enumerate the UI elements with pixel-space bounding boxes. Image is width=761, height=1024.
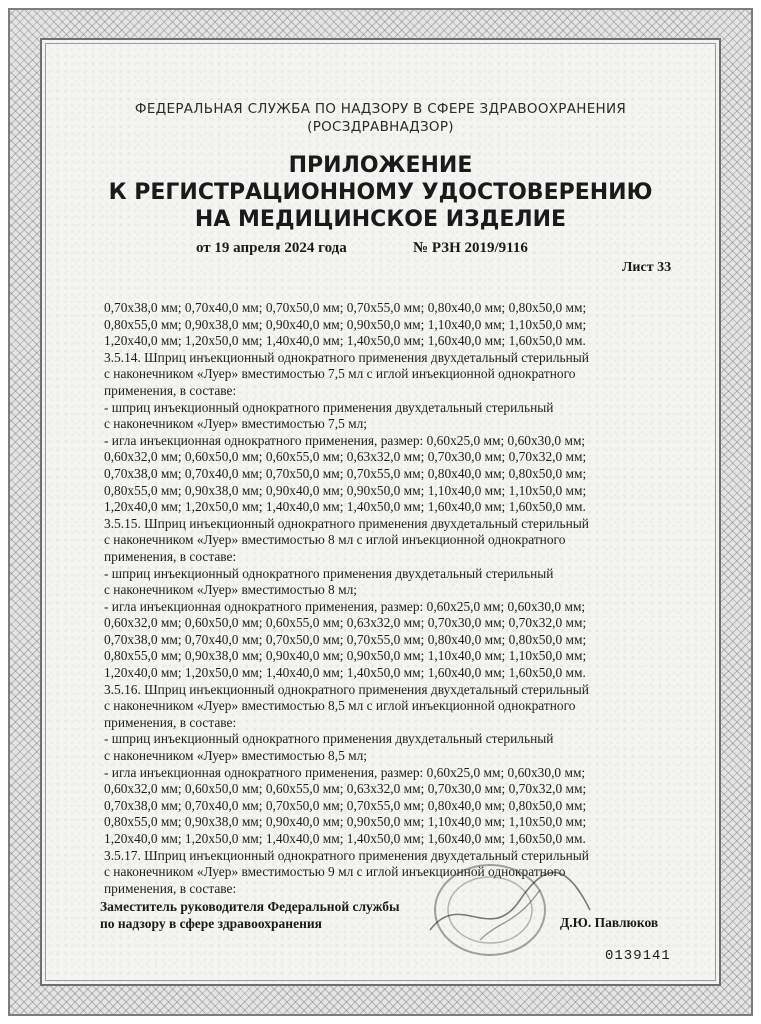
registration-number: № РЗН 2019/9116: [413, 240, 528, 256]
body-line: 3.5.16. Шприц инъекционный однократного применения двухдетальный стерильный: [104, 681, 589, 697]
body-line: 1,20x40,0 мм; 1,20x50,0 мм; 1,40x40,0 мм; 1,40x50,0 мм; 1,60x40,0 мм; 1,60x50,0 мм.: [104, 333, 586, 349]
body-line: 0,70x38,0 мм; 0,70x40,0 мм; 0,70x50,0 мм; 0,70x55,0 мм; 0,80x40,0 мм; 0,80x50,0 мм;: [104, 797, 587, 813]
signer-title: [100, 898, 400, 932]
serial-number: 0139141: [605, 948, 671, 964]
body-line: с наконечником «Луер» вместимостью 8,5 мл с иглой инъекционной однократного: [104, 698, 576, 714]
sheet-number: Лист 33: [622, 260, 672, 275]
body-line: - шприц инъекционный однократного применения двухдетальный стерильный: [104, 565, 554, 581]
body-line: 0,60x32,0 мм; 0,60x50,0 мм; 0,60x55,0 мм; 0,63x32,0 мм; 0,70x30,0 мм; 0,70x32,0 мм;: [104, 781, 587, 797]
body-line: 3.5.17. Шприц инъекционный однократного применения двухдетальный стерильный: [104, 847, 589, 863]
body-line: с наконечником «Луер» вместимостью 8 мл с иглой инъекционной однократного: [104, 532, 566, 548]
signer-name: Д.Ю. Павлюков: [560, 915, 659, 930]
body-line: 0,80x55,0 мм; 0,90x38,0 мм; 0,90x40,0 мм; 0,90x50,0 мм; 1,10x40,0 мм; 1,10x50,0 мм;: [104, 648, 587, 664]
body-line: применения, в составе:: [104, 548, 237, 564]
body-line: - игла инъекционная однократного применения, размер: 0,60x25,0 мм; 0,60x30,0 мм;: [104, 598, 586, 614]
body-line: 0,70x38,0 мм; 0,70x40,0 мм; 0,70x50,0 мм; 0,70x55,0 мм; 0,80x40,0 мм; 0,80x50,0 мм;: [104, 631, 587, 647]
agency-header: [60, 100, 701, 136]
body-line: 0,60x32,0 мм; 0,60x50,0 мм; 0,60x55,0 мм; 0,63x32,0 мм; 0,70x30,0 мм; 0,70x32,0 мм;: [104, 449, 587, 465]
signer-title-line-2: по надзору в сфере здравоохранения: [100, 916, 322, 931]
body-line: 1,20x40,0 мм; 1,20x50,0 мм; 1,40x40,0 мм; 1,40x50,0 мм; 1,60x40,0 мм; 1,60x50,0 мм.: [104, 831, 586, 846]
body-line: с наконечником «Луер» вместимостью 7,5 мл;: [104, 416, 368, 432]
signer-title-line-1: Заместитель руководителя Федеральной службы: [100, 899, 400, 914]
body-line: 0,70x38,0 мм; 0,70x40,0 мм; 0,70x50,0 мм; 0,70x55,0 мм; 0,80x40,0 мм; 0,80x50,0 мм;: [104, 300, 587, 315]
agency-abbreviation: (РОСЗДРАВНАДЗОР): [307, 119, 454, 135]
body-line: 0,80x55,0 мм; 0,90x38,0 мм; 0,90x40,0 мм; 0,90x50,0 мм; 1,10x40,0 мм; 1,10x50,0 мм;: [104, 482, 587, 498]
body-line: с наконечником «Луер» вместимостью 8,5 мл;: [104, 748, 368, 764]
title-line-2: К РЕГИСТРАЦИОННОМУ УДОСТОВЕРЕНИЮ: [108, 180, 653, 205]
issue-date: от 19 апреля 2024 года: [196, 240, 347, 256]
body-line: 1,20x40,0 мм; 1,20x50,0 мм; 1,40x40,0 мм; 1,40x50,0 мм; 1,60x40,0 мм; 1,60x50,0 мм.: [104, 499, 586, 515]
agency-name: ФЕДЕРАЛЬНАЯ СЛУЖБА ПО НАДЗОРУ В СФЕРЕ ЗДРАВООХРАНЕНИЯ: [134, 101, 627, 117]
body-line: 0,60x32,0 мм; 0,60x50,0 мм; 0,60x55,0 мм; 0,63x32,0 мм; 0,70x30,0 мм; 0,70x32,0 мм;: [104, 615, 587, 631]
document-title: [60, 152, 701, 233]
body-line: 0,80x55,0 мм; 0,90x38,0 мм; 0,90x40,0 мм; 0,90x50,0 мм; 1,10x40,0 мм; 1,10x50,0 мм;: [104, 316, 587, 332]
body-line: - шприц инъекционный однократного применения двухдетальный стерильный: [104, 731, 554, 747]
body-line: 0,70x38,0 мм; 0,70x40,0 мм; 0,70x50,0 мм; 0,70x55,0 мм; 0,80x40,0 мм; 0,80x50,0 мм;: [104, 465, 587, 481]
body-line: 0,80x55,0 мм; 0,90x38,0 мм; 0,90x40,0 мм; 0,90x50,0 мм; 1,10x40,0 мм; 1,10x50,0 мм;: [104, 814, 587, 830]
body-line: - игла инъекционная однократного применения, размер: 0,60x25,0 мм; 0,60x30,0 мм;: [104, 764, 586, 780]
body-line: 1,20x40,0 мм; 1,20x50,0 мм; 1,40x40,0 мм; 1,40x50,0 мм; 1,60x40,0 мм; 1,60x50,0 мм.: [104, 665, 586, 681]
body-line: применения, в составе:: [104, 714, 237, 730]
document-body: [104, 300, 654, 897]
body-line: с наконечником «Луер» вместимостью 7,5 мл с иглой инъекционной однократного: [104, 366, 576, 382]
title-line-3: НА МЕДИЦИНСКОЕ ИЗДЕЛИЕ: [194, 207, 567, 232]
signature-stamp: [420, 850, 600, 960]
body-line: применения, в составе:: [104, 382, 237, 398]
body-line: с наконечником «Луер» вместимостью 8 мл;: [104, 582, 357, 598]
body-line: применения, в составе:: [104, 880, 237, 896]
body-line: 3.5.15. Шприц инъекционный однократного применения двухдетальный стерильный: [104, 515, 589, 531]
body-line: - игла инъекционная однократного применения, размер: 0,60x25,0 мм; 0,60x30,0 мм;: [104, 432, 586, 448]
body-line: 3.5.14. Шприц инъекционный однократного применения двухдетальный стерильный: [104, 349, 589, 365]
body-line: - шприц инъекционный однократного применения двухдетальный стерильный: [104, 399, 554, 415]
title-line-1: ПРИЛОЖЕНИЕ: [288, 153, 473, 178]
body-line: с наконечником «Луер» вместимостью 9 мл с иглой инъекционной однократного: [104, 864, 566, 880]
